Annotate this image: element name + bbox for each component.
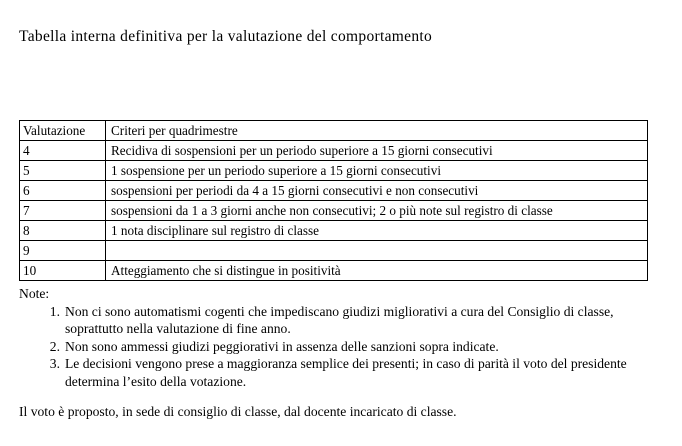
cell-grade: 6	[20, 181, 106, 201]
page-title: Tabella interna definitiva per la valutazione del comportamento	[19, 28, 433, 45]
column-header-grade: Valutazione	[20, 121, 106, 141]
table-header-row	[20, 121, 648, 141]
column-header-criteria: Criteri per quadrimestre	[106, 121, 648, 141]
note-text: Le decisioni vengono prese a maggioranza semplice dei presenti; in caso di parità il voto del presidente determina l’esito della votazione.	[65, 356, 627, 389]
cell-grade: 5	[20, 161, 106, 181]
cell-grade: 10	[20, 261, 106, 281]
table-row	[20, 221, 648, 241]
cell-grade: 9	[20, 241, 106, 261]
notes-label: Note:	[19, 286, 50, 301]
table-body	[20, 141, 648, 281]
closing-paragraph: Il voto è proposto, in sede di consiglio di classe, dal docente incaricato di classe.	[19, 404, 457, 419]
note-number: 1.	[49, 303, 60, 319]
table-row	[20, 161, 648, 181]
notes-section	[19, 285, 669, 390]
cell-grade: 7	[20, 201, 106, 221]
cell-criteria: sospensioni per periodi da 4 a 15 giorni consecutivi e non consecutivi	[106, 181, 648, 201]
cell-criteria: 1 sospensione per un periodo superiore a 15 giorni consecutivi	[106, 161, 648, 181]
list-item	[19, 338, 669, 356]
behavior-evaluation-table	[19, 120, 648, 281]
notes-list	[19, 303, 669, 391]
cell-grade: 8	[20, 221, 106, 241]
note-number: 2.	[49, 338, 60, 354]
cell-grade: 4	[20, 141, 106, 161]
table-row	[20, 201, 648, 221]
note-number: 3.	[49, 356, 60, 371]
note-text: Non ci sono automatismi cogenti che impediscano giudizi migliorativi a cura del Consiglio di classe, soprattutto nella valutazione di fine anno.	[65, 303, 614, 336]
table-row	[20, 261, 648, 281]
list-item	[19, 303, 669, 338]
note-text: Non sono ammessi giudizi peggiorativi in assenza delle sanzioni sopra indicate.	[65, 338, 499, 354]
cell-criteria: Atteggiamento che si distingue in positività	[106, 261, 648, 281]
table-row	[20, 181, 648, 201]
cell-criteria: sospensioni da 1 a 3 giorni anche non consecutivi; 2 o più note sul registro di classe	[106, 201, 648, 221]
table-row	[20, 141, 648, 161]
cell-criteria: 1 nota disciplinare sul registro di classe	[106, 221, 648, 241]
cell-criteria	[106, 241, 648, 261]
table-row	[20, 241, 648, 261]
cell-criteria: Recidiva di sospensioni per un periodo superiore a 15 giorni consecutivi	[106, 141, 648, 161]
list-item	[19, 355, 669, 390]
